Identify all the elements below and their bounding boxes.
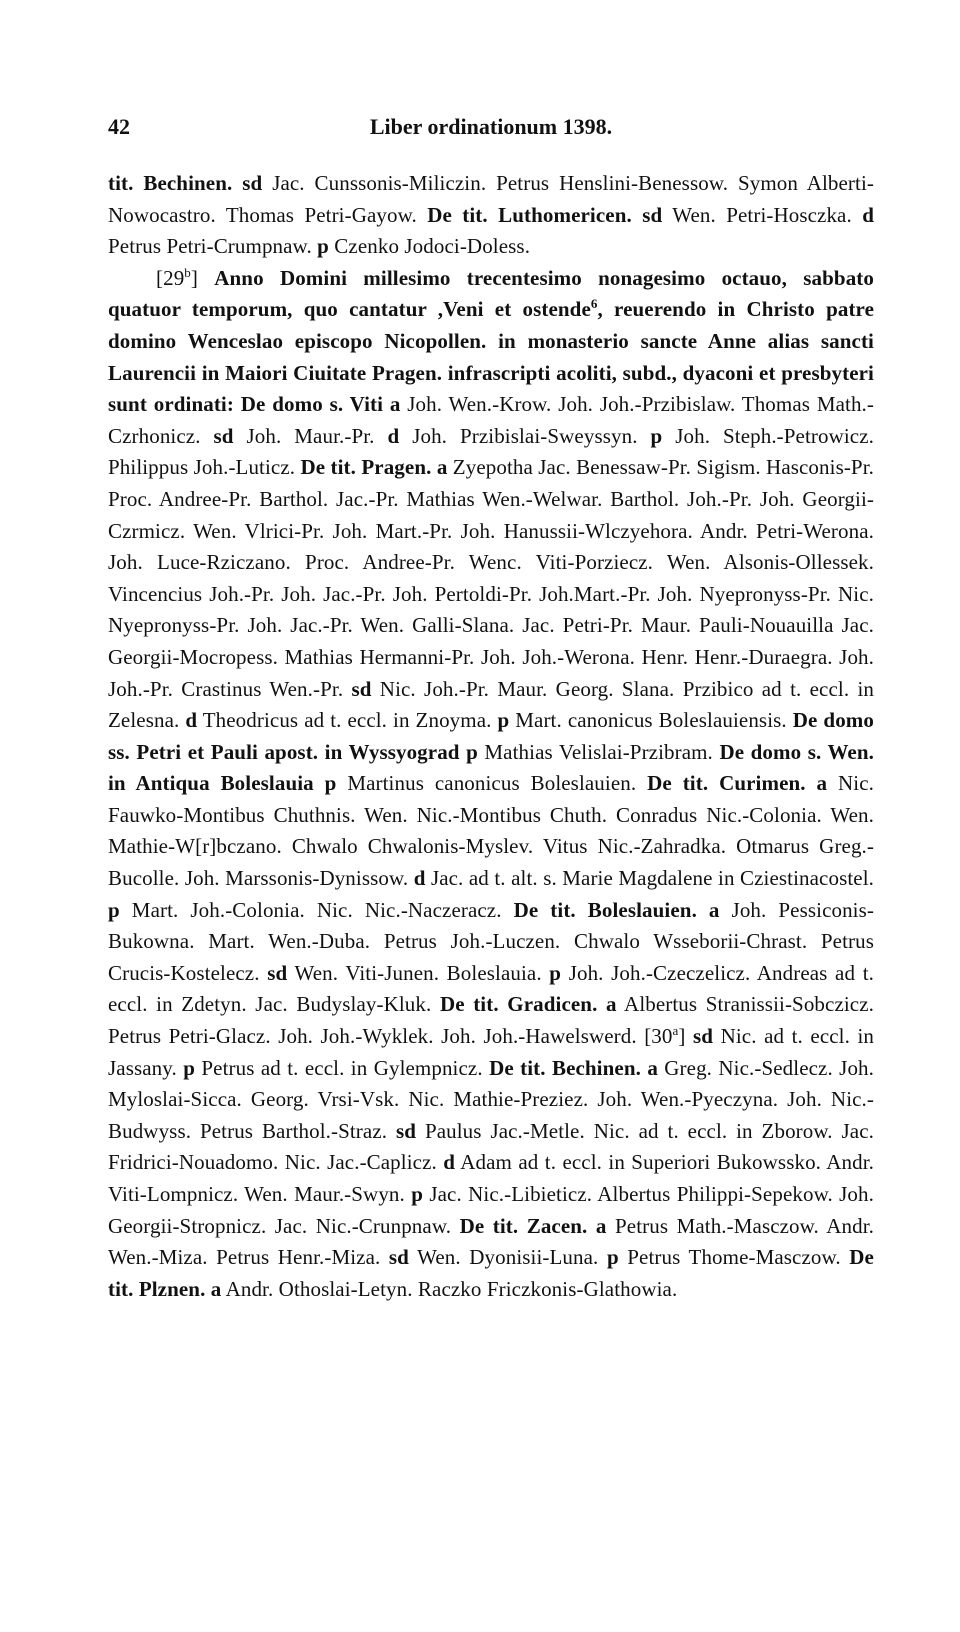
bold-text-run: p: [606, 1245, 619, 1270]
text-run: Greg. Nic.-Sedlecz. Joh. Myloslai-Sicca. Georg. Vrsi-Vsk. Nic. Mathie-Preziez. Joh. Wen.-Pyeczyna. Joh. Nic.-Budwyss. Petrus Barthol.-Straz.: [108, 1055, 874, 1143]
text-run: Wen. Dyonisii-Luna.: [408, 1245, 607, 1270]
bold-text-run: De tit. Gradicen. a: [439, 992, 617, 1017]
bold-text-run: p: [108, 897, 120, 922]
bold-text-run: , reuerendo in Christo patre domino Wenceslao episcopo Nicopollen. in monasterio sancte Anne alias sancti Laurencii in Maiori Ciuitate Pragen. infrascripti acoliti, subd., dyaconi et presbyteri sunt ordinati: De domo s. Viti a: [108, 297, 874, 417]
bold-text-run: De tit. Bechinen. a: [489, 1055, 658, 1080]
bold-text-run: De tit. Plznen. a: [108, 1245, 874, 1301]
text-run: Albertus Stranissii-Sobczicz. Petrus Petri-Glacz. Joh. Joh.-Wyklek. Joh. Joh.-Hawelswerd. [30: [108, 992, 874, 1049]
text-run: Petrus Petri-Crumpnaw.: [108, 234, 318, 259]
text-run: Wen. Viti-Junen. Boleslauia.: [287, 960, 550, 985]
bold-text-run: d: [443, 1150, 456, 1175]
text-run: Joh. Maur.-Pr.: [233, 423, 388, 448]
text-run: Joh. Przibislai-Sweyssyn.: [399, 423, 651, 448]
text-run: Paulus Jac.-Metle. Nic. ad t. eccl. in Zborow. Jac. Fridrici-Nouadomo. Nic. Jac.-Caplicz.: [108, 1118, 874, 1175]
text-run: Nic. ad t. eccl. in Jassany.: [108, 1024, 874, 1080]
text-run: Zyepotha Jac. Benessaw-Pr. Sigism. Hasconis-Pr. Proc. Andree-Pr. Barthol. Jac.-Pr. Mathias Wen.-Welwar. Barthol. Joh.-Pr. Joh. Georgii-Czrmicz. Wen. Vlrici-Pr. Joh. Mart.-Pr. Joh. Hanussii-Wlczyehora. Andr. Petri-Werona. Joh. Luce-Rziczano. Proc. Andree-Pr. Wenc. Viti-Porziecz. Wen. Alsonis-Ollessek. Vincencius Joh.-Pr. Joh. Jac.-Pr. Joh. Pertoldi-Pr. Joh.Mart.-Pr. Joh. Nyepronyss-Pr. Nic. Nyepronyss-Pr. Joh. Jac.-Pr. Wen. Galli-Slana. Jac. Petri-Pr. Maur. Pauli-Nouauilla Jac. Georgii-Mocropess. Mathias Hermanni-Pr. Joh. Joh.-Werona. Henr. Henr.-Duraegra. Joh. Joh.-Pr. Crastinus Wen.-Pr.: [108, 455, 874, 701]
superscript-text: a: [672, 1023, 679, 1039]
bold-text-run: De tit. Boleslauien. a: [513, 897, 720, 922]
text-run: ]: [678, 1024, 693, 1049]
superscript-text: b: [184, 264, 191, 280]
text-run: Wen. Petri-Hosczka.: [662, 202, 863, 227]
bold-text-run: De tit. Pragen. a: [300, 455, 448, 480]
text-run: Petrus Thome-Masczow.: [618, 1245, 850, 1270]
text-run: [29: [156, 265, 185, 290]
text-run: Czenko Jodoci-Doless.: [328, 234, 531, 259]
text-run: Mart. canonicus Boleslauiensis.: [509, 708, 793, 733]
bold-text-run: De domo ss. Petri et Pauli apost. in Wyssyograd p: [108, 708, 875, 764]
bold-text-run: Anno Domini millesimo trecentesimo nonagesimo octauo, sabbato quatuor temporum, quo cantatur ,Veni et ostende: [108, 265, 874, 322]
bold-text-run: sd: [395, 1118, 417, 1143]
bold-text-run: d: [185, 708, 198, 733]
text-run: Mart. Joh.-Colonia. Nic. Nic.-Naczeracz.: [119, 897, 514, 922]
text-run: ]: [190, 265, 215, 290]
bold-text-run: tit. Bechinen. sd: [108, 171, 263, 195]
bold-text-run: sd: [267, 960, 288, 985]
bold-text-run: De tit. Curimen. a: [647, 771, 828, 796]
text-run: Joh. Steph.-Petrowicz. Philippus Joh.-Luticz.: [108, 423, 874, 480]
body-text: [108, 168, 874, 1305]
bold-text-run: sd: [213, 423, 234, 448]
text-run: Martinus canonicus Boleslauien.: [336, 771, 648, 796]
bold-text-run: p: [183, 1055, 195, 1080]
text-run: Nic. Joh.-Pr. Maur. Georg. Slana. Przibico ad t. eccl. in Zelesna.: [108, 676, 874, 733]
bold-text-run: p: [497, 708, 510, 733]
text-run: Jac. ad t. alt. s. Marie Magdalene in Cziestinacostel.: [425, 866, 874, 891]
page-number: 42: [108, 114, 130, 139]
paragraph: [108, 263, 874, 1306]
bold-text-run: sd: [388, 1245, 409, 1270]
text-run: Adam ad t. eccl. in Superiori Bukowssko. Andr. Viti-Lompnicz. Wen. Maur.-Swyn.: [108, 1150, 875, 1206]
bold-text-run: p: [317, 234, 329, 259]
text-run: Jac. Cunssonis-Miliczin. Petrus Henslini-Benessow. Symon Alberti-Nowocastro. Thomas Petri-Gayow.: [108, 171, 874, 227]
text-run: Petrus Math.-Masczow. Andr. Wen.-Miza. Petrus Henr.-Miza.: [108, 1213, 874, 1270]
bold-text-run: d: [413, 866, 426, 891]
running-header: [108, 112, 874, 148]
bold-text-run: De domo s. Wen. in Antiqua Boleslauia p: [108, 739, 874, 796]
text-run: Mathias Velislai-Przibram.: [477, 739, 720, 764]
bold-text-run: sd: [693, 1024, 714, 1049]
document-page: [108, 112, 874, 1305]
text-run: Petrus ad t. eccl. in Gylempnicz.: [195, 1055, 490, 1080]
bold-text-run: De tit. Zacen. a: [459, 1213, 607, 1238]
bold-text-run: De tit. Luthomericen. sd: [427, 202, 663, 227]
bold-text-run: d: [862, 202, 874, 227]
text-run: Jac. Nic.-Libieticz. Albertus Philippi-Sepekow. Joh. Georgii-Stropnicz. Jac. Nic.-Crunpnaw.: [108, 1182, 874, 1238]
bold-text-run: p: [650, 423, 663, 448]
text-run: Andr. Othoslai-Letyn. Raczko Friczkonis-Glathowia.: [221, 1276, 678, 1301]
bold-text-run: d: [387, 423, 400, 448]
text-run: Joh. Wen.-Krow. Joh. Joh.-Przibislaw. Thomas Math.-Czrhonicz.: [108, 392, 874, 448]
superscript-text: 6: [590, 296, 598, 312]
bold-text-run: sd: [351, 676, 372, 701]
text-run: Theodricus ad t. eccl. in Znoyma.: [197, 708, 498, 733]
paragraph: [108, 168, 874, 263]
bold-text-run: p: [411, 1182, 423, 1206]
text-run: Nic. Fauwko-Montibus Chuthnis. Wen. Nic.-Montibus Chuth. Conradus Nic.-Colonia. Wen. Mathie-W[r]bczano. Chwalo Chwalonis-Myslev. Vitus Nic.-Zahradka. Otmarus Greg.-Bucolle. Joh. Marssonis-Dynissow.: [108, 771, 874, 891]
text-run: Joh. Pessiconis-Bukowna. Mart. Wen.-Duba. Petrus Joh.-Luczen. Chwalo Wsseborii-Chrast. Petrus Crucis-Kostelecz.: [108, 897, 874, 985]
running-title: Liber ordinationum 1398.: [369, 114, 613, 139]
text-run: Joh. Joh.-Czeczelicz. Andreas ad t. eccl. in Zdetyn. Jac. Budyslay-Kluk.: [108, 960, 874, 1017]
bold-text-run: p: [549, 960, 562, 985]
